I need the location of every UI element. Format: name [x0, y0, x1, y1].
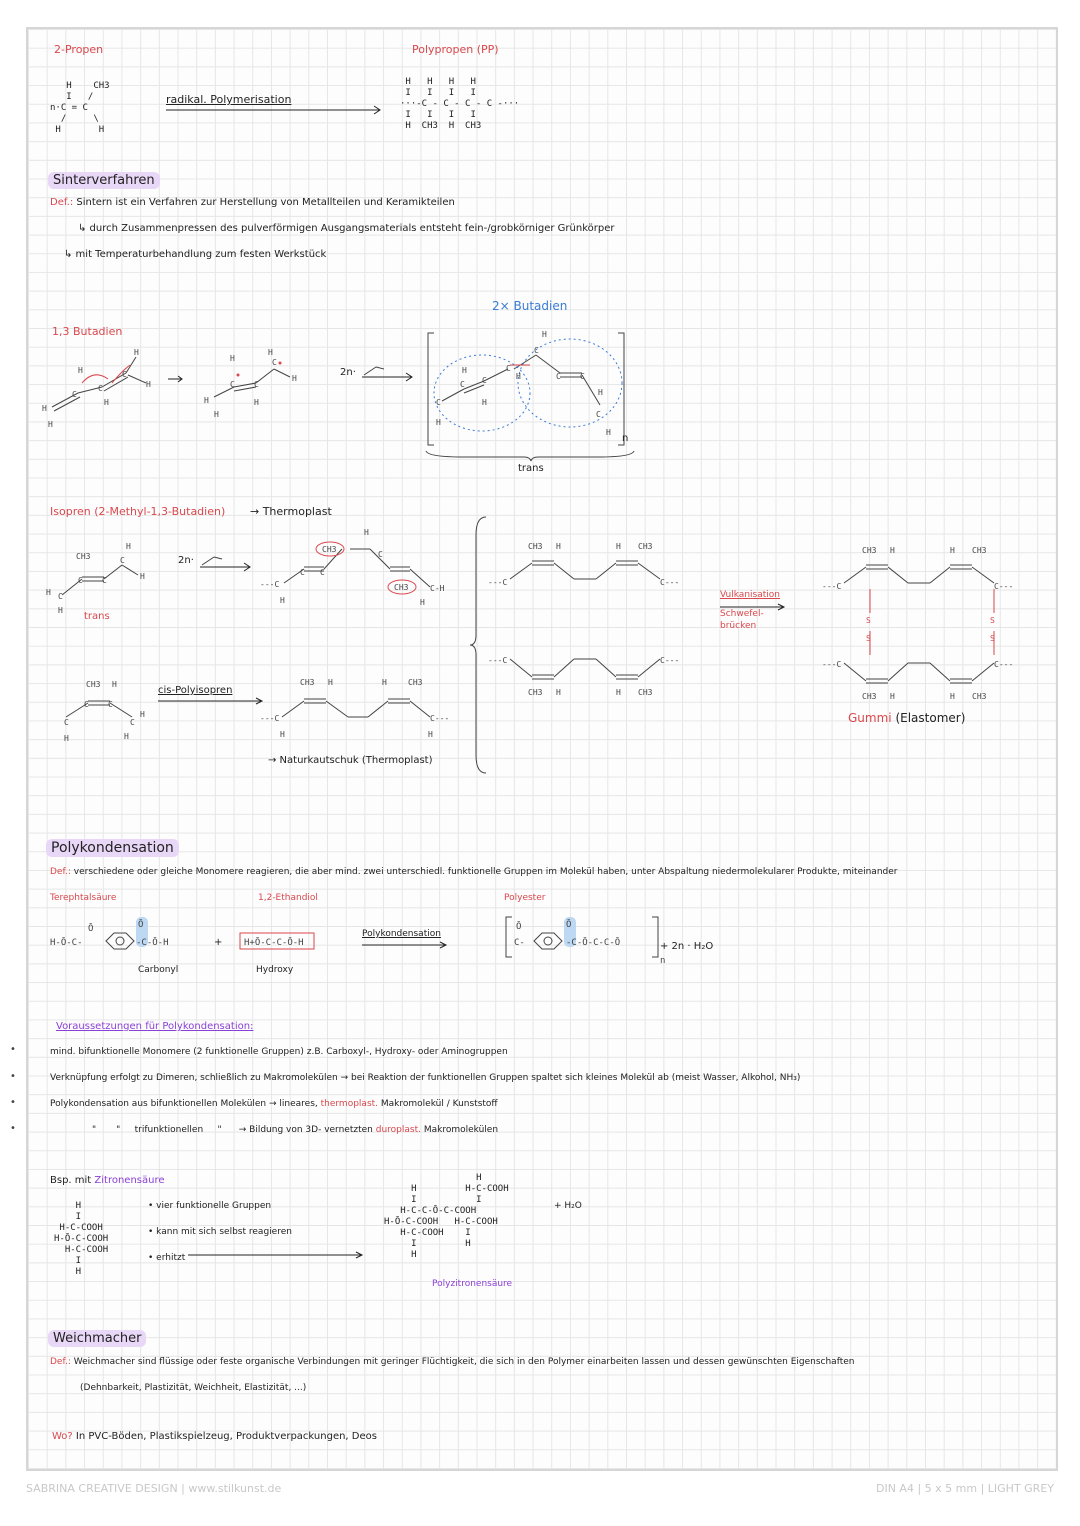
svg-text:H: H	[48, 420, 53, 429]
polycondensation-arrow	[362, 941, 452, 949]
svg-text:H: H	[890, 692, 895, 701]
svg-text:Ō: Ō	[566, 920, 572, 930]
svg-text:C: C	[482, 376, 487, 385]
svg-text:H: H	[616, 542, 621, 551]
vulcanized-rubber-structure	[818, 543, 1048, 703]
svg-text:H: H	[428, 730, 433, 739]
svg-text:C: C	[120, 556, 125, 565]
svg-text:CH3: CH3	[86, 680, 101, 689]
hydroxy-label: Hydroxy	[256, 965, 294, 975]
svg-text:H: H	[280, 730, 285, 739]
polypropene-structure: H H H H I I I I ···-C - C - C - C -··· I I I I H CH3 H CH3	[400, 77, 520, 131]
svg-text:C: C	[64, 718, 69, 727]
svg-text:H: H	[126, 542, 131, 551]
isoprene-initiator-arrow	[178, 551, 258, 571]
svg-text:C: C	[436, 398, 441, 407]
citric-water: + H₂O	[554, 1201, 582, 1211]
svg-text:H: H	[58, 606, 63, 615]
svg-text:H: H	[950, 546, 955, 555]
svg-text:H: H	[436, 418, 441, 427]
svg-text:H-Ō-C-: H-Ō-C-	[50, 938, 83, 948]
svg-text:C: C	[272, 358, 277, 367]
svg-text:C: C	[534, 346, 539, 355]
polyester-label: Polyester	[504, 893, 546, 903]
svg-text:H: H	[482, 398, 487, 407]
requirements-title: Voraussetzungen für Polykondensation:	[56, 1021, 254, 1032]
trans-polyisoprene-structure	[488, 539, 698, 699]
svg-text:H: H	[134, 348, 139, 357]
svg-text:H: H	[292, 374, 297, 383]
svg-text:H: H	[64, 734, 69, 743]
sinter-heading: Sinterverfahren	[48, 172, 160, 189]
where-text: In PVC-Böden, Plastikspielzeug, Produktverpackungen, Deos	[75, 1431, 377, 1442]
polycitric-acid-label: Polyzitronensäure	[432, 1279, 513, 1289]
svg-text:H: H	[598, 388, 603, 397]
butadiene-initiator-arrow	[340, 363, 420, 383]
svg-text:---C: ---C	[260, 714, 280, 723]
isoprene-title: Isopren (2-Methyl-1,3-Butadien)	[50, 505, 226, 518]
plasticizer-def-label: Def.:	[50, 1357, 71, 1367]
svg-text:S: S	[866, 634, 871, 643]
svg-text:CH3: CH3	[638, 542, 653, 551]
terephthalic-acid-structure	[48, 913, 348, 973]
svg-text:H: H	[328, 678, 333, 687]
svg-text:Ō: Ō	[138, 920, 144, 930]
butadiene-structure	[42, 347, 182, 427]
svg-text:C: C	[556, 372, 561, 381]
citric-bullet-3: • erhitzt	[148, 1253, 186, 1263]
svg-text:H: H	[112, 680, 117, 689]
svg-text:C: C	[98, 384, 103, 393]
svg-text:C-: C-	[514, 938, 525, 948]
svg-text:C: C	[130, 718, 135, 727]
isoprene-radical-structure	[260, 527, 460, 607]
svg-text:---C: ---C	[260, 580, 280, 589]
svg-text:H: H	[382, 678, 387, 687]
isoprene-cis-monomer	[46, 677, 156, 757]
svg-text:H: H	[146, 380, 151, 389]
polycondensation-arrow-label: Polykondensation	[362, 929, 441, 939]
svg-text:C: C	[102, 576, 107, 585]
margin-bullet: •	[10, 1071, 16, 1082]
svg-text:n: n	[660, 956, 666, 966]
svg-text:CH3: CH3	[972, 692, 987, 701]
requirement-4c: Makromolekülen	[423, 1125, 499, 1135]
plasticizer-def-text-2: (Dehnbarkeit, Plastizität, Weichheit, Elastizität, ...)	[80, 1383, 307, 1393]
svg-text:---C: ---C	[822, 660, 842, 669]
rubber-label: Gummi	[848, 711, 892, 725]
sinter-line-1: ↳ durch Zusammenpressen des pulverförmigen Ausgangsmaterials entsteht fein-/grobkörniger Grünkörper	[78, 223, 615, 234]
svg-text:H: H	[890, 546, 895, 555]
requirement-2: Verknüpfung erfolgt zu Dimeren, schließlich zu Makromolekülen → bei Reaktion der funktionellen Gruppen spaltet sich kleines Molekül ab (meist Wasser, Alkohol, NH₃)	[50, 1073, 801, 1083]
svg-text:H+Ō-C-C-Ō-H: H+Ō-C-C-Ō-H	[244, 938, 304, 948]
svg-text:H: H	[140, 572, 145, 581]
svg-text:C: C	[596, 410, 601, 419]
polycondensation-heading: Polykondensation	[46, 839, 179, 857]
ethanediol-label: 1,2-Ethandiol	[258, 893, 318, 903]
svg-text:C: C	[72, 390, 77, 399]
requirement-3b: thermoplast.	[320, 1099, 379, 1109]
requirement-3c: Makromolekül / Kunststoff	[380, 1099, 498, 1109]
polypropene-title: Polypropen (PP)	[412, 43, 499, 56]
margin-bullet: •	[10, 1097, 16, 1108]
plus-sign: +	[214, 937, 223, 948]
svg-text:H: H	[606, 428, 611, 437]
svg-text:C-H: C-H	[430, 584, 445, 593]
svg-text:C: C	[506, 364, 511, 373]
svg-text:C: C	[230, 380, 235, 389]
cis-polyisoprene-label: cis-Polyisopren	[158, 685, 233, 696]
svg-text:H: H	[124, 732, 129, 741]
polyester-structure	[504, 913, 674, 969]
propene-arrow-label: radikal. Polymerisation	[166, 93, 292, 106]
svg-text:H: H	[364, 528, 369, 537]
water-byproduct: + 2n · H₂O	[660, 941, 714, 952]
svg-text:H: H	[516, 372, 521, 381]
propene-reaction-arrow	[166, 105, 386, 115]
citric-reaction-arrow	[188, 1251, 368, 1259]
grid-sheet	[26, 27, 1058, 1471]
svg-text:H: H	[140, 710, 145, 719]
svg-text:H: H	[556, 688, 561, 697]
isoprene-multiplier: 2n·	[178, 555, 194, 566]
plasticizer-heading: Weichmacher	[48, 1330, 146, 1347]
isoprene-thermoplast: → Thermoplast	[250, 505, 332, 518]
svg-text:H: H	[230, 354, 235, 363]
margin-bullet: •	[10, 1123, 16, 1134]
polycondensation-def-text: verschiedene oder gleiche Monomere reagieren, die aber mind. zwei unterschiedl. funktionelle Gruppen im Molekül haben, unter Abspaltung niedermolekularer Produkte, miteinander	[73, 867, 898, 877]
requirement-3a: Polykondensation aus bifunktionellen Molekülen → lineares,	[50, 1099, 318, 1109]
carbonyl-label: Carbonyl	[138, 965, 179, 975]
svg-text:C: C	[580, 372, 585, 381]
butadiene-radical-structure	[194, 347, 304, 427]
svg-text:H: H	[254, 398, 259, 407]
svg-text:CH3: CH3	[862, 546, 877, 555]
svg-text:-C-Ō-C-C-Ō: -C-Ō-C-C-Ō	[566, 938, 621, 948]
svg-text:CH3: CH3	[408, 678, 423, 687]
svg-text:H: H	[420, 598, 425, 607]
margin-bullet: •	[10, 1044, 16, 1055]
rubber-type: (Elastomer)	[895, 711, 966, 725]
where-label: Wo?	[52, 1431, 73, 1442]
citric-acid-structure: H I H-C-COOH H-Ō-C-COOH H-C-COOH I H	[54, 1201, 109, 1277]
citric-bullet-1: • vier funktionelle Gruppen	[148, 1201, 272, 1211]
svg-text:-C-Ō-H: -C-Ō-H	[136, 938, 169, 948]
svg-text:H: H	[214, 410, 219, 419]
svg-text:H: H	[950, 692, 955, 701]
sinter-def-label: Def.:	[50, 197, 74, 208]
propene-title: 2-Propen	[54, 43, 104, 56]
svg-text:H: H	[204, 396, 209, 405]
polycondensation-def-label: Def.:	[50, 867, 71, 877]
svg-text:H: H	[616, 688, 621, 697]
svg-text:C: C	[460, 380, 465, 389]
trans-brace	[424, 449, 638, 463]
cis-polyisoprene-structure	[260, 677, 460, 757]
svg-text:CH3: CH3	[528, 688, 543, 697]
example-label: Bsp. mit	[50, 1175, 92, 1186]
svg-text:S: S	[990, 634, 995, 643]
svg-text:C: C	[58, 592, 63, 601]
svg-text:C: C	[108, 700, 113, 709]
footer-paper-info: DIN A4 | 5 x 5 mm | LIGHT GREY	[875, 1482, 1054, 1495]
svg-text:H: H	[542, 330, 547, 339]
svg-text:Ō: Ō	[88, 924, 94, 934]
sulfur-bridges-2: brücken	[720, 621, 757, 631]
polycitric-acid-structure: H H H-C-COOH I I H-C-C-Ō-C-COOH H-Ō-C-COOH H-C-COOH H-C-COOH I I H H	[384, 1173, 509, 1260]
svg-text:C: C	[84, 700, 89, 709]
dimer-label: 2× Butadien	[492, 299, 568, 313]
svg-text:CH3: CH3	[528, 542, 543, 551]
svg-text:CH3: CH3	[638, 688, 653, 697]
svg-text:C---: C---	[994, 660, 1014, 669]
butadiene-radical-arrow	[168, 375, 188, 383]
svg-text:C---: C---	[994, 582, 1014, 591]
svg-text:H: H	[78, 366, 83, 375]
svg-text:S: S	[990, 616, 995, 625]
trans-label: trans	[518, 463, 544, 474]
svg-text:---C: ---C	[822, 582, 842, 591]
svg-text:C---: C---	[660, 578, 680, 587]
svg-text:CH3: CH3	[972, 546, 987, 555]
svg-text:C: C	[378, 550, 383, 559]
svg-text:CH3: CH3	[862, 692, 877, 701]
requirement-1: mind. bifunktionelle Monomere (2 funktionelle Gruppen) z.B. Carboxyl-, Hydroxy- oder Aminogruppen	[50, 1047, 508, 1057]
svg-text:C: C	[320, 568, 325, 577]
svg-text:Ō: Ō	[516, 922, 522, 932]
svg-text:S: S	[866, 616, 871, 625]
plasticizer-def-text: Weichmacher sind flüssige oder feste organische Verbindungen mit geringer Flüchtigkeit, die sich in den Polymer einarbeiten lassen und dessen gewünschten Eigenschaften	[73, 1357, 855, 1367]
vulcanization-label: Vulkanisation	[720, 590, 780, 600]
svg-text:---C: ---C	[488, 656, 508, 665]
svg-text:H: H	[462, 366, 467, 375]
svg-text:C: C	[78, 576, 83, 585]
svg-text:CH3: CH3	[394, 583, 409, 592]
requirement-4b: duroplast.	[375, 1125, 421, 1135]
svg-text:CH3: CH3	[322, 545, 337, 554]
footer-brand: SABRINA CREATIVE DESIGN | www.stilkunst.de	[26, 1482, 282, 1495]
sulfur-bridges-1: Schwefel-	[720, 609, 764, 619]
isoprene-trans-structure	[42, 535, 152, 615]
svg-text:CH3: CH3	[300, 678, 315, 687]
butadiene-multiplier: 2n·	[340, 367, 356, 378]
natural-rubber-label: → Naturkautschuk (Thermoplast)	[268, 755, 433, 766]
svg-text:C: C	[122, 370, 127, 379]
polybutadiene-n: n	[622, 433, 629, 444]
svg-text:C: C	[254, 380, 259, 389]
svg-text:H: H	[268, 348, 273, 357]
cis-arrow	[158, 697, 268, 705]
citric-bullet-2: • kann mit sich selbst reagieren	[148, 1227, 292, 1237]
svg-text:CH3: CH3	[76, 552, 91, 561]
isoprene-trans-label: trans	[84, 611, 110, 622]
requirement-4a: " " trifunktionellen " → Bildung von 3D- vernetzten	[92, 1125, 373, 1135]
svg-text:C---: C---	[430, 714, 450, 723]
svg-text:H: H	[42, 404, 47, 413]
sinter-def-text: Sintern ist ein Verfahren zur Herstellung von Metallteilen und Keramikteilen	[76, 197, 455, 208]
svg-text:H: H	[280, 596, 285, 605]
citric-acid-label: Zitronensäure	[94, 1175, 165, 1186]
propene-monomer-structure: H CH3 I / n·C = C / \ H H	[50, 81, 110, 135]
svg-text:C---: C---	[660, 656, 680, 665]
isoprene-bracket	[468, 515, 488, 775]
svg-text:H: H	[556, 542, 561, 551]
butadiene-title: 1,3 Butadien	[52, 325, 123, 338]
sinter-line-2: ↳ mit Temperaturbehandlung zum festen Werkstück	[64, 249, 327, 260]
svg-text:H: H	[104, 398, 109, 407]
svg-text:---C: ---C	[488, 578, 508, 587]
svg-text:H: H	[46, 588, 51, 597]
svg-text:C: C	[300, 568, 305, 577]
terephthalic-acid-label: Terephtalsäure	[50, 893, 117, 903]
